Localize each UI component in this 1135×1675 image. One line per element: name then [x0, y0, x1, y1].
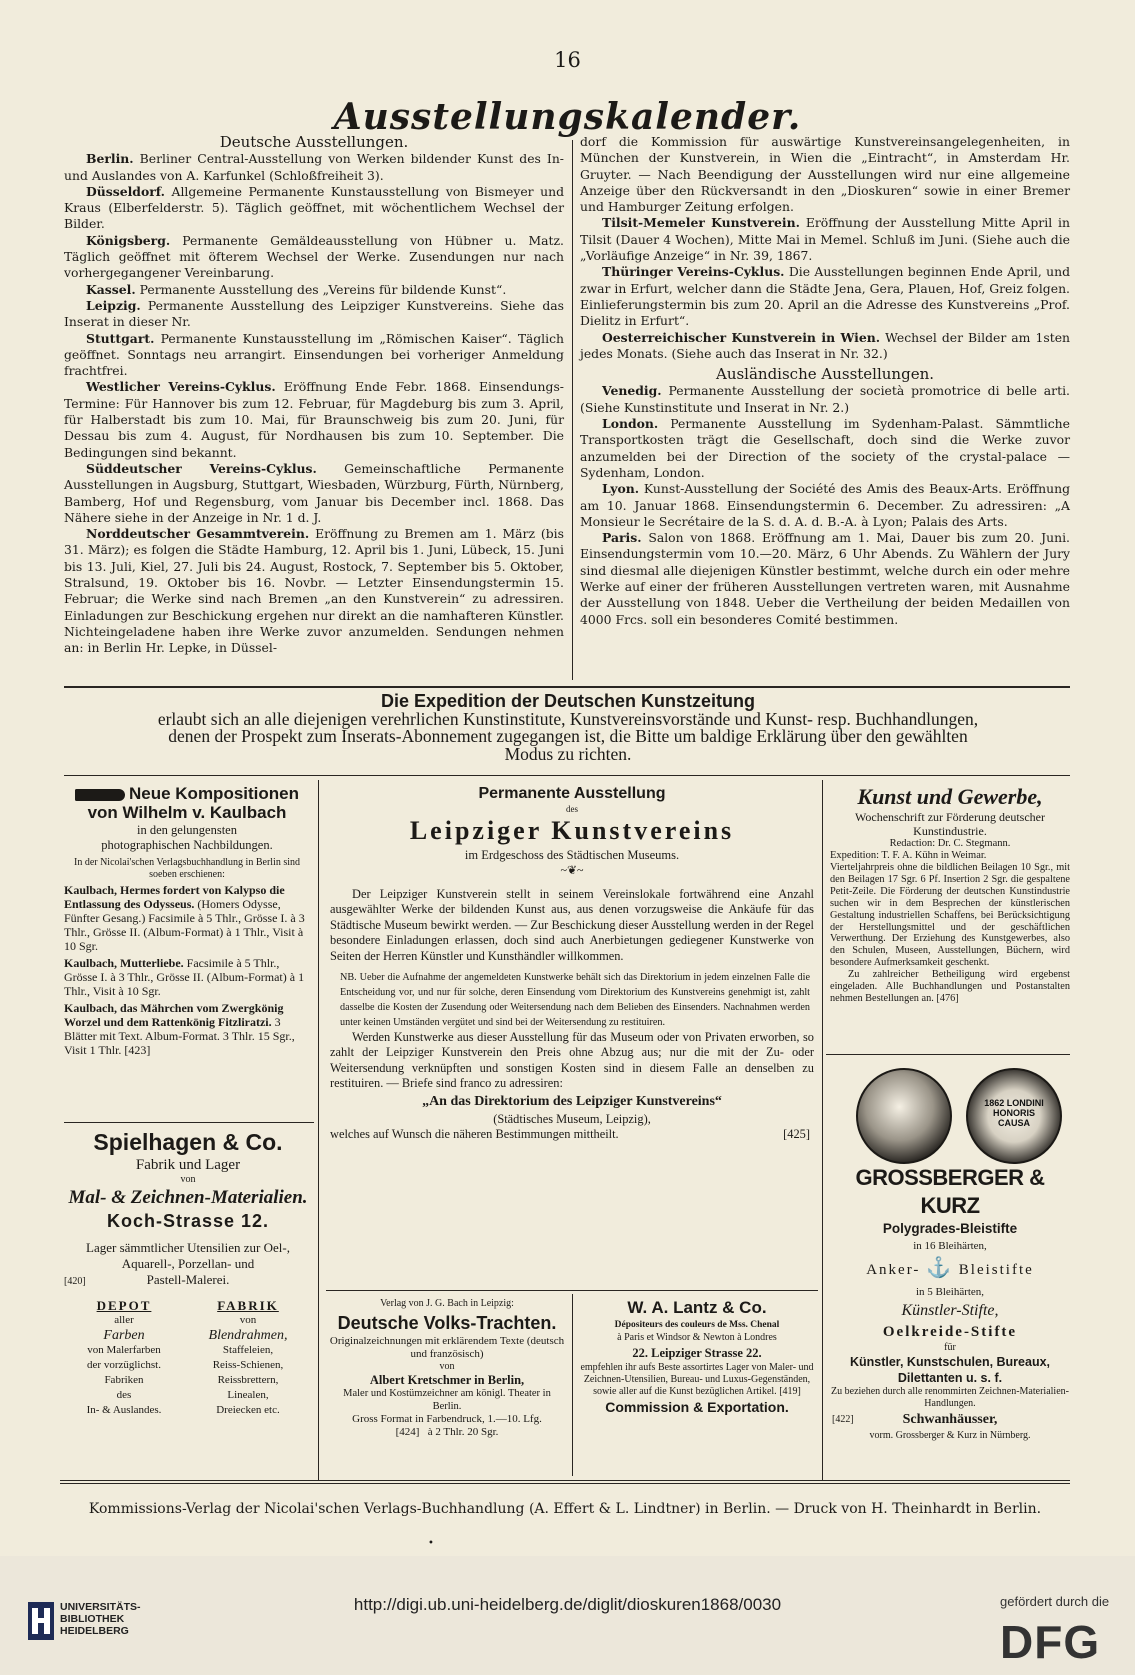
ad-heading: W. A. Lantz & Co. [627, 1298, 767, 1317]
ad-text: Gross Format in Farbendruck, 1.—10. Lfg. [352, 1413, 542, 1425]
entry-text: Permanente Gemäldeausstellung von Hübner u. Matz. Täglich geöffnet mit öfterem Wechsel der Werke. Zusendungen nur nach vorhergegangener Vereinbarung. [64, 232, 564, 281]
calendar-entry [580, 134, 1070, 215]
ad-item-text: (Homers Odysse, Fünfter Gesang.) Facsimile à 5 Thlr., Grösse I. à 3 Thlr., Grösse II. (Album-Format) à 1 Thlr., Visit à 10 Sgr. [64, 897, 305, 953]
ad-text: Polygrades-Bleistifte [882, 1221, 1018, 1236]
ad-heading: Permanente Ausstellung [478, 785, 666, 802]
ad-text: Expedition: T. F. A. Kühn in Weimar. [830, 850, 987, 861]
ad-text: Pastell-Malerei. [146, 1272, 230, 1287]
ad-volks-trachten [328, 1297, 566, 1439]
entry-location: Stuttgart. [86, 330, 155, 346]
entry-location: Lyon. [602, 481, 640, 497]
entry-text: Wechsel der Bilder am 1sten jedes Monats. (Siehe auch das Inserat in Nr. 32.) [580, 329, 1071, 361]
list-item: Staffeleien, [222, 1344, 274, 1356]
expedition-text-2: denen der Prospekt zum Inserats-Abonnement zugegangen ist, die Bitte um baldige Erklärung über den gewählten [168, 726, 968, 746]
ad-text: für [944, 1342, 956, 1353]
ad-ref: [422] [832, 1414, 854, 1425]
expedition-text-3: Modus zu richten. [504, 743, 632, 764]
ad-grossberger [830, 1164, 1070, 1442]
calendar-entry [580, 215, 1070, 264]
list-item: Blendrahmen, [208, 1328, 288, 1343]
calendar-entry [64, 184, 564, 233]
ad-heading: Leipziger Kunstvereins [409, 816, 735, 845]
rule [60, 1483, 1070, 1484]
calendar-entry [580, 330, 1070, 363]
list-item: von [239, 1314, 257, 1326]
ad-text: in 16 Bleihärten, [913, 1240, 987, 1252]
list-item: In- & Auslandes. [86, 1404, 162, 1416]
rule [326, 1290, 818, 1291]
ad-text: à Paris et Windsor & Newton à Londres [617, 1332, 777, 1343]
ad-text: von [439, 1361, 455, 1372]
entry-location: Düsseldorf. [86, 183, 165, 199]
ad-address: Koch-Strasse 12. [106, 1211, 270, 1231]
ad-address: (Städtisches Museum, Leipzig), [493, 1111, 651, 1126]
entry-location: Venedig. [602, 383, 662, 399]
section-heading-german: Deutsche Ausstellungen. [219, 133, 409, 151]
library-line: HEIDELBERG [60, 1625, 129, 1637]
list-item: Farben [103, 1328, 145, 1343]
entry-text: Permanente Ausstellung der società promotrice di belle arti. (Siehe Kunstinstitute und Inserat in Nr. 2.) [580, 383, 1070, 415]
ad-text: Künstler-Stifte, [901, 1302, 999, 1319]
ad-text: welches auf Wunsch die näheren Bestimmungen mittheilt. [330, 1127, 619, 1142]
ad-address: 22. Leipziger Strasse 22. [632, 1346, 762, 1360]
ad-text: photographischen Nachbildungen. [101, 838, 273, 852]
ad-address: „An das Direktorium des Leipziger Kunstvereins“ [422, 1093, 722, 1109]
left-column [64, 134, 564, 657]
list-item: Fabriken [104, 1374, 144, 1386]
entry-text: Salon von 1868. Eröffnung am 1. Mai, Dauer bis zum 20. Juni. Einsendungstermin vom 10.—20. März, 6 Uhr Abends. Zu Wählern der Jury sind diesmal alle diejenigen Künstler bestimmt, welche durch ein oder mehre Werke auf einer der früheren Ausstellungen vertreten waren, mit Ausnahme der Ausstellung von 1848. Ueber die Vertheilung der beiden Medaillen von 4000 Frcs. soll ein besonderes Comité bestimmen. [580, 530, 1070, 627]
ad-ref: [419] [779, 1386, 801, 1397]
list-item: aller [114, 1314, 134, 1326]
entry-text: Kunst-Ausstellung der Société des Amis des Beaux-Arts. Eröffnung am 10. Januar 1868. Einsendungstermin 6. December. Zu adressiren: „A Monsieur le Secrétaire de la S. d. A. d. B.-A. à Lyon; Palais des Arts. [580, 481, 1070, 529]
entry-text: Gemeinschaftliche Permanente Ausstellungen in Augsburg, Stuttgart, Wiesbaden, Würzburg, Fürth, Nürnberg, Bamberg, Hof und Regensburg, vom Januar bis December incl. 1868. Das Nähere siehe in der Anzeige in Nr. 1 d. J. [64, 460, 564, 525]
ad-text: des [566, 804, 578, 814]
calendar-entry [580, 383, 1070, 416]
ad-text: Anker- [866, 1262, 921, 1278]
entry-location: Leipzig. [86, 297, 141, 313]
ad-paragraph: Zu zahlreicher Betheiligung wird ergebenst eingeladen. Alle Buchhandlungen und Postanstalten nehmen Bestellungen an. [830, 969, 1070, 1004]
entry-location: Oesterreichischer Kunstverein in Wien. [602, 329, 881, 345]
ad-ref: [420] [64, 1276, 86, 1287]
ad-spielhagen [64, 1128, 312, 1428]
ad-divider [318, 780, 319, 1480]
entry-location: London. [602, 416, 659, 432]
list-item: DEPOT [96, 1298, 152, 1313]
ad-item-text: Facsimile à 5 Thlr., Grösse I. à 3 Thlr., Grösse II. (Album-Format) à 1 Thlr., Visit à 10 Sgr. [64, 956, 305, 998]
ad-text: Originalzeichnungen mit erklärendem Texte (deutsch und französisch) [329, 1335, 565, 1360]
ad-item-title: Kaulbach, das Mährchen vom Zwergkönig Worzel und dem Rattenkönig Fitzliratzi. [64, 1001, 284, 1029]
expedition-text-1: erlaubt sich an alle diejenigen verehrlichen Kunstinstitute, Kunstvereinsvorstände und Kunst- resp. Buchhandlungen, [157, 708, 979, 729]
anchor-icon: ⚓ [926, 1257, 954, 1279]
source-url-link[interactable]: http://digi.ub.uni-heidelberg.de/diglit/dioskuren1868/0030 [353, 1595, 782, 1614]
entry-text: Berliner Central-Ausstellung von Werken bildender Kunst des In- und Auslandes von A. Karfunkel (Schloßfreiheit 3). [64, 151, 564, 183]
list-item: der vorzüglichst. [87, 1359, 161, 1371]
entry-location: Berlin. [86, 151, 134, 167]
ad-text: in 5 Bleihärten, [915, 1286, 985, 1298]
medal-icon [966, 1068, 1062, 1164]
viewer-footer [0, 1556, 1135, 1675]
ad-ref: [425] [783, 1127, 810, 1142]
expedition-heading: Die Expedition der Deutschen Kunstzeitung [380, 691, 756, 711]
ad-ref: [424] [395, 1426, 420, 1438]
calendar-entry [64, 151, 564, 184]
rule [60, 1480, 1070, 1481]
ad-text: in den gelungensten [137, 823, 237, 837]
list-item: Reissbrettern, [217, 1374, 279, 1386]
medal-icon [856, 1068, 952, 1164]
entry-location: Königsberg. [86, 232, 171, 248]
ad-text: Schwanhäusser, [902, 1412, 998, 1427]
ad-item-title: Kaulbach, Mutterliebe. [64, 956, 184, 970]
ad-text: Lager sämmtlicher Utensilien zur Oel-, Aquarell-, Porzellan- und [86, 1240, 290, 1271]
entry-location: Kassel. [86, 281, 136, 297]
ad-ref: [423] [124, 1043, 151, 1057]
library-line: UNIVERSITÄTS- [60, 1601, 141, 1613]
ad-text: Dilettanten u. s. f. [897, 1371, 1003, 1385]
calendar-entry [580, 416, 1070, 481]
ad-text: Redaction: Dr. C. Stegmann. [889, 838, 1011, 849]
ad-text: Wochenschrift zur Förderung deutscher Kunstindustrie. [855, 810, 1045, 838]
imprint: Kommissions-Verlag der Nicolai'schen Verlags-Buchhandlung (A. Effert & L. Lindtner) in Berlin. — Druck von H. Theinhardt in Berlin. [88, 1501, 1042, 1517]
ad-lantz [578, 1297, 816, 1416]
entry-text: Eröffnung Ende Febr. 1868. Einsendungs-Termine: Für Hannover bis zum 12. Februar, für Magdeburg bis zum 3. April, für Halberstadt bis zum 10. Mai, für Braunschweig bis zum 20. Juni, für Dessau bis zum 4. August, für Nordhausen bis zum 10. September. Die Bedingungen sind bekannt. [64, 379, 564, 460]
ad-item-title: Kaulbach, Hermes fordert von Kalypso die Entlassung des Odysseus. [64, 883, 285, 911]
ad-text: von [180, 1174, 196, 1185]
ad-text: Maler und Kostümzeichner am königl. Theater in Berlin. [343, 1388, 551, 1412]
ad-divider [572, 1294, 573, 1476]
fabrik-list [188, 1298, 308, 1418]
calendar-entry [580, 481, 1070, 530]
ornament-icon: ~❦~ [560, 863, 584, 877]
ad-divider [822, 780, 823, 1480]
rule [64, 1122, 314, 1123]
list-item: von Malerfarben [87, 1344, 161, 1356]
entry-location: Paris. [602, 530, 642, 546]
expedition-notice [68, 693, 1068, 763]
list-item: Reiss-Schienen, [212, 1359, 284, 1371]
list-item: Linealen, [227, 1389, 269, 1401]
calendar-entry [580, 264, 1070, 329]
ad-text: Dépositeurs des couleurs de Mss. Chenal [614, 1320, 780, 1330]
rule [64, 686, 1070, 688]
ad-text: Fabrik und Lager [135, 1157, 241, 1173]
ad-kaulbach [64, 784, 310, 1057]
ad-text: Bleistifte [958, 1262, 1034, 1278]
ad-heading: GROSSBERGER & KURZ [855, 1165, 1045, 1218]
calendar-entry [64, 282, 564, 298]
ad-text: Künstler, Kunstschulen, Bureaux, [849, 1355, 1051, 1369]
ad-heading: von Wilhelm v. Kaulbach [87, 803, 287, 822]
rule [64, 775, 1070, 776]
ad-text: Oelkreide-Stifte [882, 1324, 1018, 1340]
entry-text: Permanente Kunstausstellung im „Römischen Kaiser“. Täglich geöffnet. Sonntags neu arrangirt. Einsendungen bei vorheriger Anmeldung frachtfrei. [64, 330, 564, 379]
entry-location: Westlicher Vereins-Cyklus. [86, 379, 276, 395]
right-column [580, 134, 1070, 628]
library-line: BIBLIOTHEK [60, 1613, 125, 1625]
supported-by-label: gefördert durch die [1000, 1594, 1110, 1609]
entry-location: Thüringer Vereins-Cyklus. [602, 264, 785, 280]
ad-heading: Mal- & Zeichnen-Materialien. [68, 1187, 308, 1208]
ad-paragraph: Der Leipziger Kunstverein stellt in seinem Vereinslokale fortwährend eine Anzahl ausgewählter Werke der bildenden Kunst aus, aus denen vorzugsweise die Ankäufe für das Städtische Museum bewirkt werden. — Zur Beschickung dieser Ausstellung werden in der Regel besondere Einladungen erlassen, doch sind auch Anerbietungen gediegener Kunstwerke von Seiten der Herren Künstler und Kunsthändler willkommen. [330, 887, 814, 963]
ad-text: Verlag von J. G. Bach in Leipzig: [380, 1298, 514, 1309]
ad-text: à 2 Thlr. 20 Sgr. [427, 1426, 499, 1438]
ad-heading: Kunst und Gewerbe, [857, 784, 1043, 809]
entry-location: Norddeutscher Gesammtverein. [86, 526, 310, 542]
ad-text: im Erdgeschoss des Städtischen Museums. [464, 848, 680, 862]
ad-text: In der Nicolai'schen Verlagsbuchhandlung in Berlin sind soeben erschienen: [73, 857, 300, 880]
entry-text: Permanente Ausstellung des Leipziger Kunstvereins. Siehe das Inserat in dieser Nr. [64, 297, 564, 330]
ad-leipziger-kunstverein [330, 784, 814, 1142]
calendar-entry [64, 298, 564, 331]
entry-location: Tilsit-Memeler Kunstverein. [602, 215, 800, 231]
ad-heading: Neue Kompositionen [128, 784, 299, 803]
list-item: Dreiecken etc. [216, 1404, 280, 1416]
ad-text: vorm. Grossberger & Kurz in Nürnberg. [869, 1430, 1031, 1441]
list-item: FABRIK [217, 1298, 279, 1313]
depot-list [64, 1298, 184, 1418]
rule [826, 1054, 1070, 1055]
entry-text: Eröffnung der Ausstellung Mitte April in Tilsit (Dauer 4 Wochen), Mitte Mai in Memel. Schluß im Juni. (Siehe auch die „Vorläufige Anzeige“ in Nr. 39, 1867. [580, 215, 1071, 264]
ad-paragraph: Vierteljahrpreis ohne die bildlichen Beilagen 10 Sgr., mit den Beilagen 17 Sgr. 6 Pf. Insertion 2 Sgr. die gespaltene Petit-Zeile. Die Förderung der deutschen Kunstindustrie suchen wir in dem Besprechen der künstlerischen Gestaltung industriellen Schaffens, bei Berücksichtigung der Herstellungsmittel und der geschäftlichen Verwerthung. Der Erziehung des Kunstgewerbes, also den Schulen, Museen, Ausstellungen, Büchern, wird besondere Aufmerksamkeit geschenkt. [830, 862, 1070, 969]
calendar-entry [580, 530, 1070, 628]
dfg-logo: DFG [1000, 1616, 1101, 1668]
entry-text: Allgemeine Permanente Kunstausstellung von Bismeyer und Kraus (Elberfelderstr. 5). Täglich geöffnet, mit wöchentlichem Wechsel der Bilder. [64, 183, 564, 232]
section-heading-foreign: Ausländische Ausstellungen. [715, 365, 934, 384]
ad-text: Zu beziehen durch alle renommirten Zeichnen-Materialien-Handlungen. [831, 1386, 1069, 1409]
entry-text: Permanente Ausstellung des „Vereins für bildende Kunst“. [135, 281, 507, 297]
column-divider [572, 140, 573, 680]
page-title: Ausstellungskalender. [333, 96, 802, 138]
calendar-entry [64, 233, 564, 282]
ad-kunst-und-gewerbe [830, 784, 1070, 1005]
ad-text: Commission & Exportation. [605, 1399, 789, 1415]
ad-text: Albert Kretschmer in Berlin, [369, 1373, 525, 1387]
entry-text: Die Ausstellungen beginnen Ende April, und zwar in Erfurt, welcher dann die Städte Jena, Gera, Plauen, Hof, Greiz folgen. Einlieferungstermin bis zum 20. April an die Adresse des Kunstvereins „Prof. Dielitz in Erfurt“. [580, 264, 1070, 329]
calendar-entry [64, 526, 564, 656]
entry-text: Permanente Ausstellung im Sydenham-Palast. Sämmtliche Transportkosten trägt die Gesellschaft, doch sind die Werke zuvor anzumelden bei der Direction of the society of the crystal-palace — Sydenham, London. [580, 416, 1070, 480]
ink-mark: • [428, 1538, 434, 1549]
ad-ref: [476] [936, 992, 959, 1004]
calendar-entry [64, 331, 564, 380]
ad-heading: Deutsche Volks-Trachten. [337, 1313, 557, 1333]
ad-text: empfehlen ihr aufs Beste assortirtes Lager von Maler- und Zeichnen-Utensilien, Bureau- und Luxus-Gegenständen, sowie aller auf die Kunst bezüglichen Artikel. [580, 1362, 814, 1397]
ad-item-text: 3 Blätter mit Text. Album-Format. 3 Thlr. 15 Sgr., Visit 1 Thlr. [64, 1015, 295, 1057]
ad-heading: Spielhagen & Co. [93, 1129, 283, 1155]
list-item: des [116, 1389, 132, 1401]
ad-note: NB. Ueber die Aufnahme der angemeldeten Kunstwerke behält sich das Direktorium in jedem einzelnen Falle die Entscheidung vor, und nur für solche, deren Einsendung vom Direktorium des Kunstvereins genehmigt ist, zahlt dasselbe die Kosten der Zusendung oder Weitersendung nach dem Belieben des Einsenders. Nachnahmen werden unter keinen Umständen vergütet und sind bei der Weitersendung zu restituiren. [340, 972, 810, 1029]
entry-location: Süddeutscher Vereins-Cyklus. [86, 460, 317, 476]
calendar-entry [64, 379, 564, 460]
ad-paragraph: Werden Kunstwerke aus dieser Ausstellung für das Museum oder von Privaten erworben, so zahlt der Leipziger Kunstverein den Preis ohne Abzug aus; nur die mit der Zu- oder Weitersendung verknüpften und sonstigen Kosten sind in diesem Falle an denselben zu restituiren. — Briefe sind franco zu adressiren: [330, 1030, 814, 1091]
entry-text: Eröffnung zu Bremen am 1. März (bis 31. März); es folgen die Städte Hamburg, 12. April bis 1. Juni, Lübeck, 15. Juni bis 13. Juli, Kiel, 27. Juli bis 24. August, Rostock, 7. September bis 5. Oktober, Stralsund, 19. Oktober bis 16. Novbr. — Letzter Einsendungstermin 15. Februar; die Werke sind nach Bremen „an den Kunstverein“ zu adressiren. Einladungen zur Beschickung ergehen nur direkt an die namhafteren Künstler. Nichteingeladene haben ihre Werke zuvor anzumelden. Sendungen nehmen an: in Berlin Hr. Lepke, in Düssel- [64, 526, 564, 656]
calendar-entry [64, 461, 564, 526]
page-number: 16 [554, 48, 581, 72]
pointing-hand-icon [75, 789, 125, 801]
entry-text: dorf die Kommission für auswärtige Kunstvereinsangelegenheiten, in München der Kunstverein, in Wien die „Eintracht“, in Amsterdam Hr. Gruyter. — Nach Beendigung der Ausstellungen wird nur eine allgemeine Anzeige über den Rückversandt in den „Dioskuren“ sowie in einer Bremer und Hamburger Zeitung erfolgen. [580, 134, 1070, 215]
medal-inscription: 1862 LONDINI HONORIS CAUSA [984, 1098, 1044, 1128]
